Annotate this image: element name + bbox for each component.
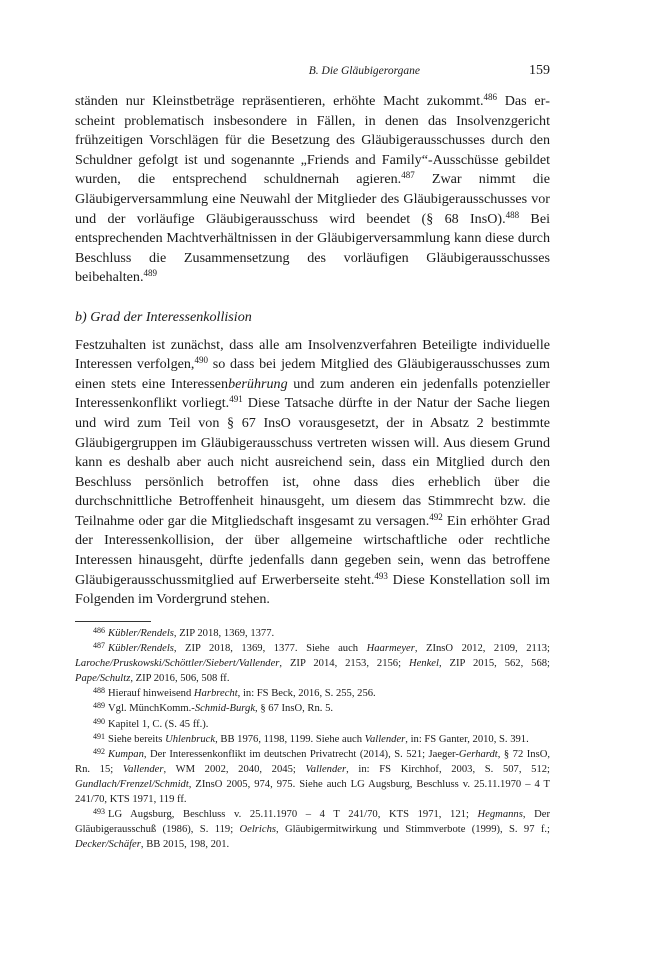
text-run: LG Augsburg, Beschluss v. 25.11.1970 – 4 T 241/70, KTS 1971, 121; <box>108 809 478 821</box>
subsection-heading: b) Grad der Interessenkollision <box>75 308 252 325</box>
footnote-ref: 491 <box>229 394 243 405</box>
section-title: B. Die Gläubigerorgane <box>308 65 420 77</box>
footnote-number: 487 <box>93 641 105 651</box>
italic-text: Schmid-Burgk <box>194 703 256 715</box>
text-run: , ZIP 2015, 562, 568; <box>438 658 550 670</box>
footnote-ref: 490 <box>194 355 208 366</box>
footnote-ref: 489 <box>143 268 157 279</box>
footnote-number: 489 <box>93 701 105 711</box>
italic-text: Kumpan <box>108 748 144 760</box>
footnote-492 <box>75 747 550 807</box>
text-run: Diese Konstellation soll im Folgenden im Vordergrund stehen. <box>75 571 550 608</box>
text-run: Siehe bereits <box>108 733 166 745</box>
text-run: Vgl. MünchKomm.- <box>108 703 195 715</box>
footnote-ref: 493 <box>374 570 388 581</box>
text-run: Festzuhalten ist zunächst, dass alle am Insolvenzverfahren Beteiligte individuelle Interessen verfolgen, <box>75 336 550 373</box>
text-run: Bei entsprechenden Machtverhältnissen in der Gläubigerversammlung kann diese durch Beschluss die Zusammensetzung des vorläufigen Gläubigerausschusses beibehalten. <box>75 210 550 286</box>
italic-text: Decker/Schäfer <box>75 839 141 851</box>
italic-text: Haarmeyer <box>366 643 415 655</box>
italic-text: Laroche/Pruskowski/Schöttler/Siebert/Vallender <box>75 658 280 670</box>
paragraph-2 <box>75 336 550 610</box>
italic-text: Pape/Schultz <box>75 673 131 685</box>
text-run: , BB 2015, 198, 201. <box>140 839 230 851</box>
text-run: Ein erhöhter Grad der Interessenkollision, der über allgemeine wirtschaftliche oder rechtliche Interessen hinausgeht, dürfte jedenfalls dann gegeben sein, wenn das betroffene Gläubigerausschussmitglied auf Erwerberseite steht. <box>75 512 550 588</box>
italic-text: Uhlenbruck <box>165 733 216 745</box>
footnote-491 <box>75 732 550 747</box>
text-run: so dass bei jedem Mitglied des Gläubigerausschusses zum einen stets eine Interessen <box>75 356 550 392</box>
page-number: 159 <box>529 63 550 78</box>
italic-text: Henkel <box>408 658 439 670</box>
text-run: , § 72 InsO, Rn. 15; <box>75 748 550 775</box>
italic-text: Harbrecht <box>193 688 238 700</box>
italic-text: Gundlach/Frenzel/Schmidt <box>75 778 189 790</box>
footnote-ref: 486 <box>483 92 498 102</box>
footnotes <box>75 626 550 852</box>
footnote-number: 493 <box>93 807 105 817</box>
text-run: , ZIP 2016, 506, 508 ff. <box>130 673 230 685</box>
italic-text: Gerhardt <box>458 748 498 760</box>
text-run: , ZInsO 2005, 974, 975. Siehe auch LG Augsburg, Beschluss v. 25.11.1970 – 4 T 241/70, KTS 1971, 119 ff. <box>75 778 550 806</box>
footnote-separator <box>75 621 151 622</box>
text-run: Zwar nimmt die Gläubigerversammlung eine Neuwahl der Mitglieder des Gläubigerausschusses vor und der vorläufige Gläubigerausschuss wird beendet (§ 68 InsO). <box>75 171 550 227</box>
text-run: ständen nur Kleinstbeträge repräsentieren, erhöhte Macht zukommt. <box>75 93 484 109</box>
text-run: , ZIP 2014, 2153, 2156; <box>279 658 409 670</box>
italic-text: Hegmanns <box>477 809 523 821</box>
running-head <box>75 63 550 83</box>
text-run: , Der Interessenkonflikt im deutschen Privatrecht (2014), S. 521; Jaeger- <box>143 748 459 760</box>
footnote-493 <box>75 807 550 852</box>
italic-text: Oelrichs <box>239 824 276 836</box>
main-text <box>75 92 550 610</box>
footnote-ref: 487 <box>401 170 415 181</box>
paragraph-1 <box>75 92 550 288</box>
italic-text: Kübler/Rendels <box>108 628 174 639</box>
italic-text: Vallender <box>364 733 406 745</box>
italic-text: Vallender <box>305 763 347 775</box>
text-run: , in: FS Ganter, 2010, S. 391. <box>405 733 529 745</box>
footnote-486 <box>75 626 550 641</box>
italic-text: Kübler/Rendels <box>108 643 174 655</box>
text-run: Kapitel 1, C. (S. 45 ff.). <box>108 718 209 730</box>
text-run: , ZIP 2018, 1369, 1377. Siehe auch <box>173 643 367 655</box>
text-run: Diese Tatsache dürfte in der Natur der Sache liegen und wird zum Teil von § 67 InsO vorausgesetzt, der in Absatz 2 bestimmte Gläubigergruppen im Gläubigerausschuss vertreten wissen will. Aus diesem Grund kann es deshalb aber auch nicht ausreichend sein, dass ein Mitglied durch den Beschluss persönlich betroffen ist, ohne dass dies erheblich über die durchschnittliche Betroffenheit hinausgeht, um diesem das Stimmrecht bzw. die Teilnahme oder gar die Mitgliedschaft insgesamt zu versagen. <box>75 395 550 529</box>
text-run: Das erscheint problematisch insbesondere in Fällen, in denen das Insolvenzgericht frühzeitigen Vorschlägen für die Besetzung des Gläubigerausschusses durch den Schuldner gefolgt ist und sogenannte „Friends and Family“-Ausschüsse gebildet wurden, die entsprechend schuldnernah agieren. <box>75 93 550 188</box>
text-run: , in: FS Kirchhof, 2003, S. 507, 512; <box>346 763 550 775</box>
footnote-ref: 488 <box>505 209 520 220</box>
text-run: , Gläubigermitwirkung und Stimmverbote (1999), S. 97 f.; <box>275 824 550 836</box>
text-run: , ZIP 2018, 1369, 1377. <box>173 628 275 639</box>
text-run: , WM 2002, 2040, 2045; <box>163 763 306 775</box>
text-run: Hierauf hinweisend <box>108 688 194 700</box>
footnote-487 <box>75 641 550 686</box>
text-run: , § 67 InsO, Rn. 5. <box>255 703 334 715</box>
footnote-number: 491 <box>93 731 105 741</box>
footnote-488 <box>75 686 550 701</box>
italic-text: Vallender <box>122 763 164 775</box>
footnote-number: 492 <box>93 746 105 756</box>
footnote-number: 486 <box>93 626 105 635</box>
text-run: , ZInsO 2012, 2109, 2113; <box>414 643 550 655</box>
footnote-490 <box>75 717 550 732</box>
footnote-489 <box>75 701 550 716</box>
footnote-number: 488 <box>93 686 105 696</box>
italic-text: berührung <box>228 375 288 392</box>
text-run: , BB 1976, 1198, 1199. Siehe auch <box>215 733 365 745</box>
footnote-ref: 492 <box>429 511 443 522</box>
text-run: , Der Gläubigerausschuß (1986), S. 119; <box>75 809 550 836</box>
footnote-number: 490 <box>93 716 105 726</box>
text-run: , in: FS Beck, 2016, S. 255, 256. <box>237 688 376 700</box>
text-run: und zum anderen ein jedenfalls potenzieller Interessenkonflikt vorliegt. <box>75 375 550 412</box>
